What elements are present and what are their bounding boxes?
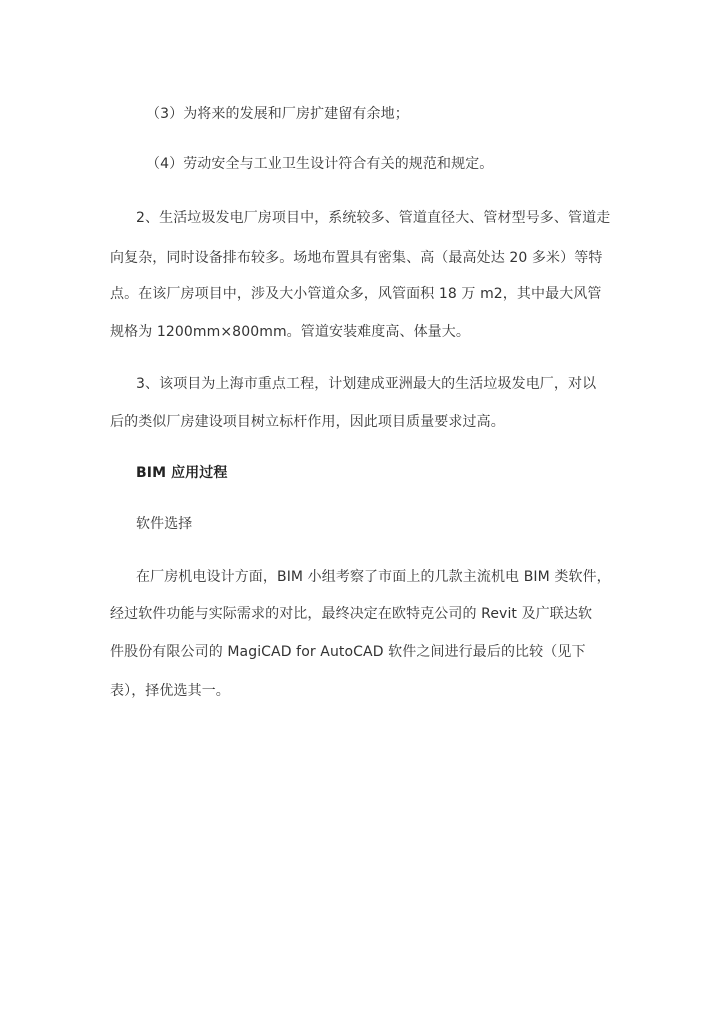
paragraph-4-line-1: 在厂房机电设计方面，BIM 小组考察了市面上的几款主流机电 BIM 类软件， bbox=[136, 569, 611, 585]
paragraph-2-line-4: 规格为 1200mm×800mm。管道安装难度高、体量大。 bbox=[110, 324, 470, 340]
list-item-4: （4）劳动安全与工业卫生设计符合有关的规范和规定。 bbox=[146, 156, 494, 172]
paragraph-4-line-2: 经过软件功能与实际需求的对比，最终决定在欧特克公司的 Revit 及广联达软 bbox=[110, 606, 593, 622]
section-subheading: 软件选择 bbox=[136, 516, 193, 532]
paragraph-3-line-1: 3、该项目为上海市重点工程，计划建成亚洲最大的生活垃圾发电厂，对以 bbox=[136, 376, 597, 392]
paragraph-3-line-2: 后的类似厂房建设项目树立标杆作用，因此项目质量要求过高。 bbox=[110, 414, 505, 430]
paragraph-2-line-1: 2、生活垃圾发电厂房项目中，系统较多、管道直径大、管材型号多、管道走 bbox=[136, 210, 611, 226]
section-heading: BIM 应用过程 bbox=[136, 465, 228, 481]
paragraph-2-line-3: 点。在该厂房项目中，涉及大小管道众多，风管面积 18 万 m2，其中最大风管 bbox=[110, 286, 602, 302]
paragraph-4-line-3: 件股份有限公司的 MagiCAD for AutoCAD 软件之间进行最后的比较（见下 bbox=[110, 644, 586, 660]
paragraph-4-line-4: 表），择优选其一。 bbox=[110, 683, 230, 699]
paragraph-2-line-2: 向复杂，同时设备排布较多。场地布置具有密集、高（最高处达 20 多米）等特 bbox=[110, 250, 603, 266]
list-item-3: （3）为将来的发展和厂房扩建留有余地； bbox=[146, 106, 409, 122]
